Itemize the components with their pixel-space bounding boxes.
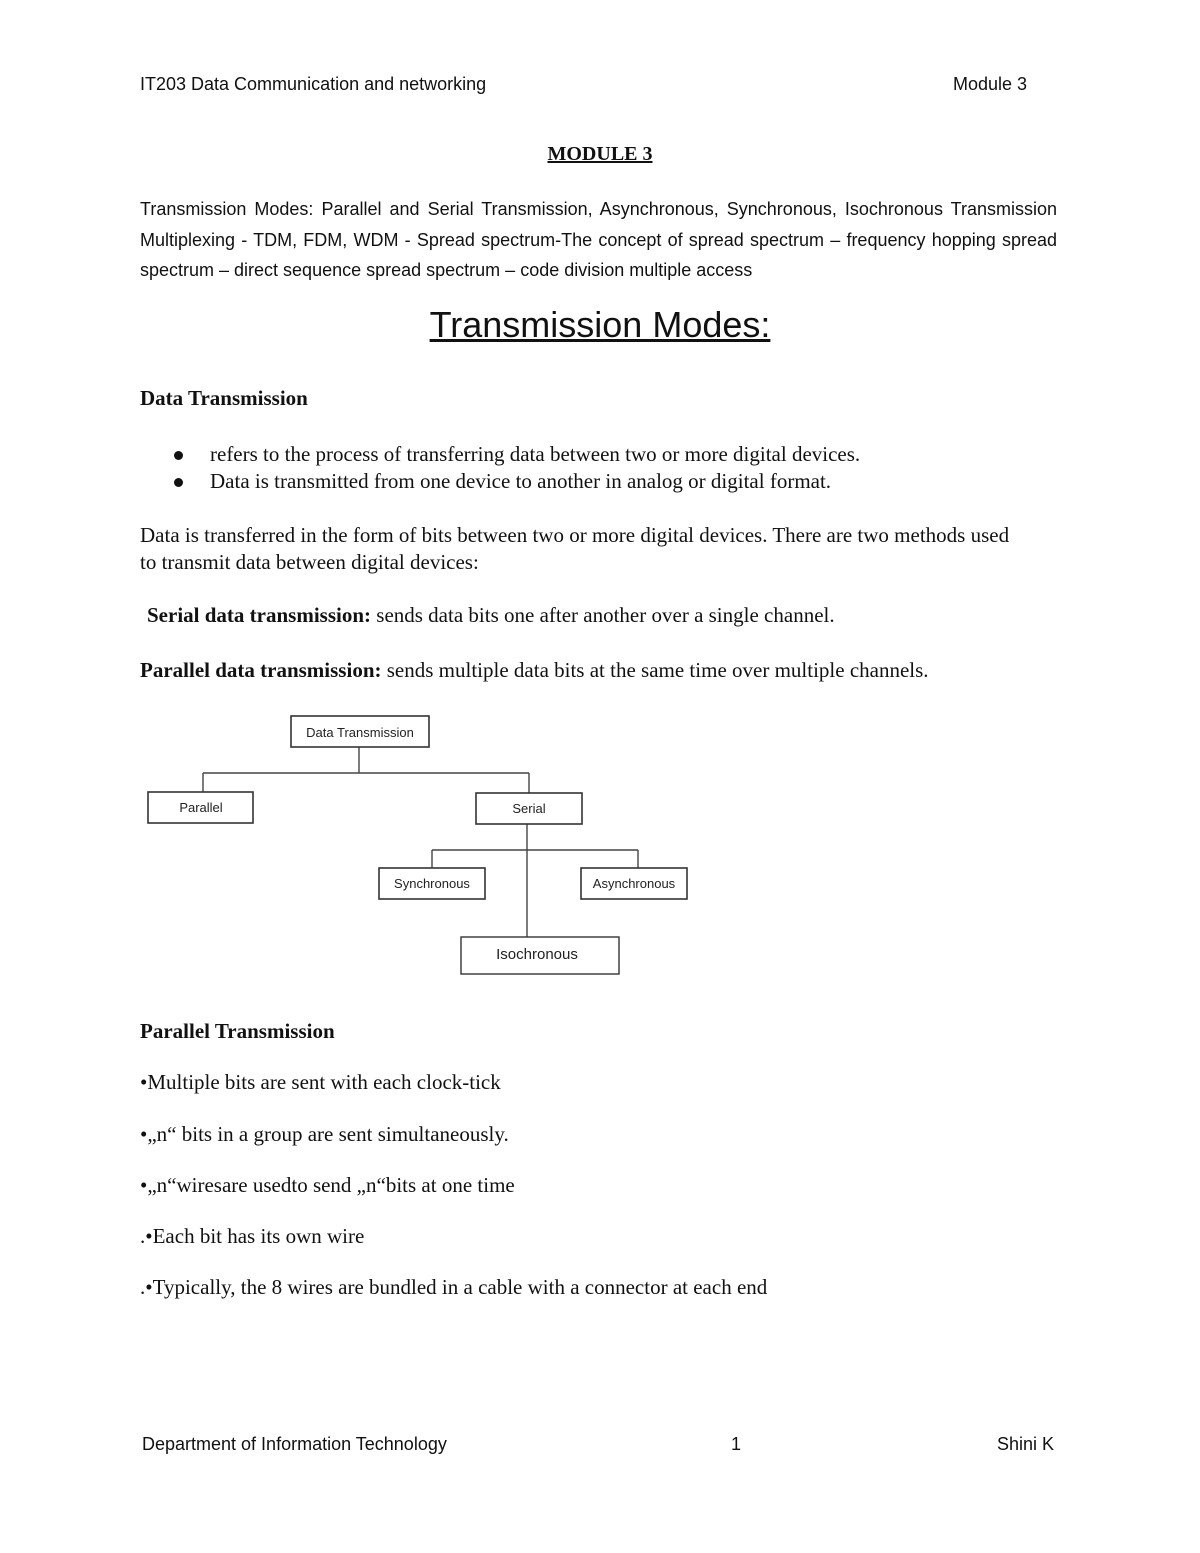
parallel-point: •„n“wiresare usedto send „n“bits at one time — [140, 1173, 515, 1197]
header-course-title: IT203 Data Communication and networking — [140, 74, 487, 94]
node-label-isochronous: Isochronous — [496, 946, 578, 963]
parallel-point: •Multiple bits are sent with each clock-tick — [140, 1070, 501, 1094]
data-transmission-heading: Data Transmission — [140, 386, 308, 410]
serial-definition — [147, 603, 835, 628]
section-title: Transmission Modes: — [429, 304, 771, 345]
parallel-point: .•Typically, the 8 wires are bundled in a cable with a connector at each end — [140, 1275, 768, 1299]
footer-page-number: 1 — [731, 1434, 742, 1454]
footer-author: Shini K — [997, 1434, 1055, 1454]
node-isochronous — [461, 937, 619, 974]
node-serial — [476, 793, 582, 824]
serial-term: Serial data transmission: — [147, 603, 372, 627]
parallel-term: Parallel data transmission: — [140, 658, 382, 682]
node-label-serial: Serial — [512, 801, 546, 816]
node-parallel — [148, 792, 253, 823]
parallel-description: sends multiple data bits at the same time over multiple channels. — [381, 658, 929, 682]
node-data-transmission — [291, 716, 429, 747]
serial-description: sends data bits one after another over a single channel. — [371, 603, 835, 627]
bullet-item: refers to the process of transferring data between two or more digital devices. — [160, 441, 860, 468]
node-label-synchronous: Synchronous — [394, 876, 470, 891]
footer-department: Department of Information Technology — [142, 1434, 447, 1454]
node-label-asynchronous: Asynchronous — [592, 876, 676, 891]
syllabus-paragraph: Transmission Modes: Parallel and Serial Transmission, Asynchronous, Synchronous, Isochronous Transmission Multiplexing - TDM, FDM, WDM - Spread spectrum-The concept of spread spectrum – frequency hopping spread spectrum – direct sequence spread spectrum – code division multiple access — [140, 199, 1057, 280]
header-module-label: Module 3 — [953, 74, 1028, 94]
parallel-point: .•Each bit has its own wire — [140, 1224, 365, 1248]
parallel-definition — [140, 658, 929, 683]
node-label-data-transmission: Data Transmission — [306, 725, 414, 740]
diagram-connectors — [203, 747, 638, 937]
node-asynchronous — [581, 868, 687, 899]
data-transmission-bullets — [160, 441, 860, 495]
module-title: MODULE 3 — [547, 143, 653, 165]
parallel-point: •„n“ bits in a group are sent simultaneously. — [140, 1122, 509, 1146]
intro-paragraph: Data is transferred in the form of bits between two or more digital devices. There are two methods used to transmit data between digital devices: — [140, 523, 1010, 574]
node-label-parallel: Parallel — [179, 800, 223, 815]
node-synchronous — [379, 868, 485, 899]
transmission-modes-tree-diagram — [0, 700, 720, 990]
parallel-transmission-heading: Parallel Transmission — [140, 1019, 335, 1043]
bullet-item: Data is transmitted from one device to another in analog or digital format. — [160, 468, 860, 495]
